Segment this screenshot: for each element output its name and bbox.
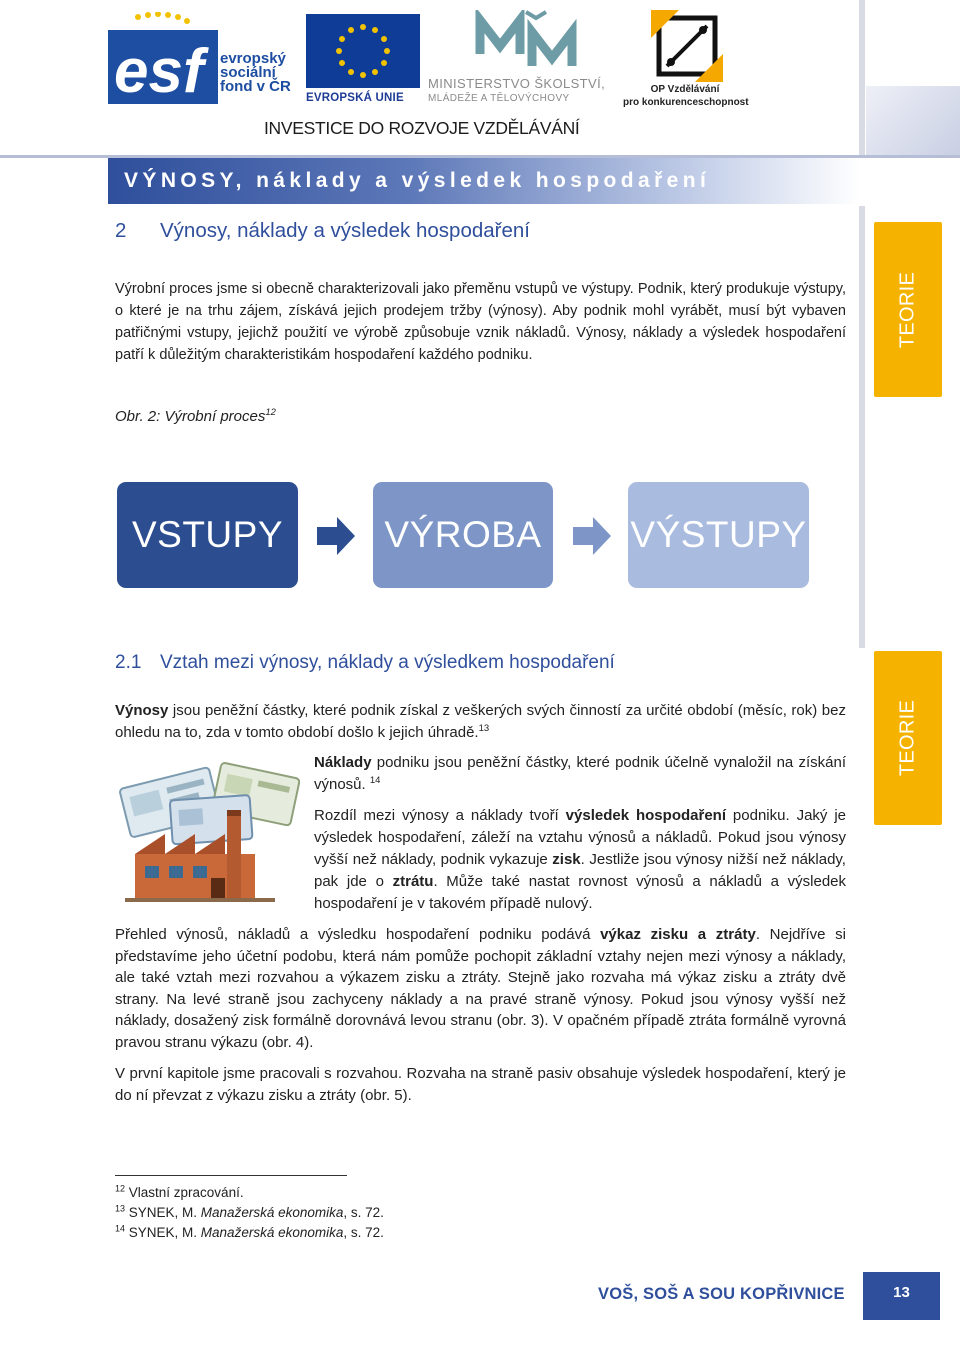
msmt-line-2: MLÁDEŽE A TĚLOVÝCHOVY: [428, 93, 570, 104]
naklady-definition: [314, 752, 846, 796]
opvk-line-2: pro konkurenceschopnost: [623, 97, 749, 108]
teorie-tab-1-label: TEORIE: [896, 271, 919, 348]
esf-text-line-1: evropský: [220, 50, 286, 67]
figure-caption-text: Obr. 2: Výrobní proces: [115, 408, 266, 425]
footnote-13: [115, 1205, 384, 1220]
section-2-paragraph: Výrobní proces jsme si obecně charakterizovali jako přeměnu vstupů ve výstupy. Podnik, který produkuje výstupy, o které je na trhu zájem, získává jejich prodejem tržby (výnosy). Aby podnik mohl vyrábět, musí být vybaven patřičnými vstupy, jejichž použití ve výrobě způsobuje vznik nákladů. Výnosy, náklady a výsledek hospodaření patří k důležitým charakteristikám hospodaření každého podniku.: [115, 281, 846, 363]
footnote-12-number: 12: [115, 1183, 126, 1194]
term-vysledek-hospodareni: výsledek hospodaření: [565, 807, 726, 824]
rozdil-text-c: podniku. Jaký je výsledek hospodaření, záleží na vztahu výnosů a nákladů. Pokud jsou výnosy vyšší než náklady, podnik vykazuje: [314, 807, 847, 868]
vynosy-term: Výnosy: [115, 702, 169, 719]
opvk-line-1: OP Vzdělávání: [650, 84, 720, 95]
footnote-14-title: Manažerská ekonomika: [200, 1225, 344, 1240]
footnote-rule: [115, 1175, 347, 1176]
decorative-strip-middle: [859, 206, 865, 648]
arrow-right-icon: [317, 517, 355, 555]
esf-text-line-3: fond v ČR: [220, 78, 291, 95]
msmt-line-1: MINISTERSTVO ŠKOLSTVÍ,: [428, 76, 606, 91]
msmt-logo-mark: [474, 10, 578, 72]
footnote-ref-14: 14: [369, 775, 381, 786]
chapter-banner-title: VÝNOSY, náklady a výsledek hospodaření: [124, 169, 711, 192]
naklady-term: Náklady: [314, 754, 372, 771]
footnote-14-page: , s. 72.: [343, 1225, 384, 1240]
teorie-tab-2-label: TEORIE: [896, 699, 919, 777]
footnote-13-title: Manažerská ekonomika: [200, 1205, 344, 1220]
vynosy-definition: [115, 700, 846, 744]
footnote-13-number: 13: [115, 1203, 126, 1214]
esf-text-line-2: sociální: [220, 64, 276, 81]
svg-text:esf: esf: [114, 37, 204, 104]
teorie-tab-1: [874, 222, 942, 397]
footnote-12-text: Vlastní zpracování.: [125, 1185, 244, 1200]
footnote-14: [115, 1225, 384, 1240]
footnote-14-author: SYNEK, M.: [125, 1225, 201, 1240]
term-ztrata: ztrátu: [392, 873, 434, 890]
naklady-text: podniku jsou peněžní částky, které podnik účelně vynaložil na získání výnosů.: [314, 754, 846, 793]
esf-logo: [108, 12, 298, 104]
rozdil-text-e: . Jestliže jsou výnosy nižší než náklady, pak jde o: [314, 851, 846, 890]
vysledek-hospodareni-paragraph: [314, 805, 846, 915]
footnote-12: [115, 1185, 244, 1200]
decorative-corner-tile: [866, 86, 960, 156]
prehled-text-a: Přehled výnosů, nákladů a výsledku hospodaření podniku podává: [115, 926, 601, 943]
esf-logo-mark: [108, 12, 218, 104]
opvk-logo: [623, 10, 747, 106]
opvk-logo-mark: [651, 10, 723, 82]
vykaz-paragraph: [115, 924, 846, 1053]
vynosy-text: jsou peněžní částky, které podnik získal z veškerých svých činností za určité období (měsíc, rok) bez ohledu na to, zda v tomto období došlo k jejich úhradě.: [115, 702, 846, 741]
rozdil-text-a: Rozdíl mezi výnosy a náklady tvoří: [314, 807, 566, 824]
eu-logo: [306, 14, 420, 104]
school-name: VOŠ, SOŠ A SOU KOPŘIVNICE: [598, 1285, 845, 1303]
rozdil-text-g: . Může také nastat rovnost výnosů a nákladů a výsledek hospodaření je v takovém případě nulový.: [314, 873, 847, 912]
footnote-14-number: 14: [115, 1223, 126, 1234]
footnote-ref-12: 12: [265, 407, 276, 418]
process-step-outputs: VÝSTUPY: [628, 482, 809, 588]
factory-illustration: [115, 758, 300, 910]
eu-label: EVROPSKÁ UNIE: [306, 92, 404, 104]
section-2-1-number: 2.1: [115, 652, 142, 673]
eu-flag-icon: [306, 14, 420, 88]
footnote-13-page: , s. 72.: [343, 1205, 384, 1220]
teorie-tab-2: [874, 651, 942, 825]
chapter-banner: [108, 158, 860, 204]
section-2-1-heading: [115, 652, 615, 674]
header-logos: [0, 0, 960, 150]
esf-logo-text: [220, 52, 291, 94]
footnote-ref-13: 13: [478, 723, 490, 734]
process-step-inputs: VSTUPY: [117, 482, 298, 588]
figure-caption: [115, 408, 276, 425]
investice-slogan: INVESTICE DO ROZVOJE VZDĚLÁVÁNÍ: [264, 118, 580, 138]
section-2-number: 2: [115, 219, 127, 242]
process-step-production: VÝROBA: [373, 482, 553, 588]
section-2-1-title: Vztah mezi výnosy, náklady a výsledkem hospodaření: [160, 652, 615, 673]
arrow-right-icon: [573, 517, 611, 555]
footnote-13-author: SYNEK, M.: [125, 1205, 201, 1220]
section-2-title: Výnosy, náklady a výsledek hospodaření: [160, 219, 530, 242]
page-number-box: [863, 1272, 940, 1320]
section-2-heading: [115, 219, 530, 243]
page-number: 13: [893, 1284, 910, 1301]
msmt-logo: [428, 10, 624, 106]
rozvaha-paragraph: V první kapitole jsme pracovali s rozvahou. Rozvaha na straně pasiv obsahuje výsledek hospodaření, který je do ní převzat z výkazu zisku a ztráty (obr. 5).: [115, 1065, 846, 1104]
term-zisk: zisk: [552, 851, 581, 868]
decorative-strip-top: [859, 0, 865, 156]
term-vykaz-zisku-a-ztraty: výkaz zisku a ztráty: [600, 926, 756, 943]
prehled-text-c: . Nejdříve si představíme jeho účetní podobu, která nám pomůže pochopit základní vztahy nejen mezi výnosy a náklady, ale také vztah mezi rozvahou a výkazem zisku a ztráty. Stejně jako rozvaha má výkaz zisku a ztráty dvě strany. Na levé straně jsou zachyceny náklady a na pravé straně výnosy. Pokud jsou výnosy vyšší než náklady, dosažený zisk formálně dorovnává levou stranu (obr. 3). V opačném případě ztráta formálně vyrovná pravou stranu výkazu (obr. 4).: [115, 926, 847, 1051]
